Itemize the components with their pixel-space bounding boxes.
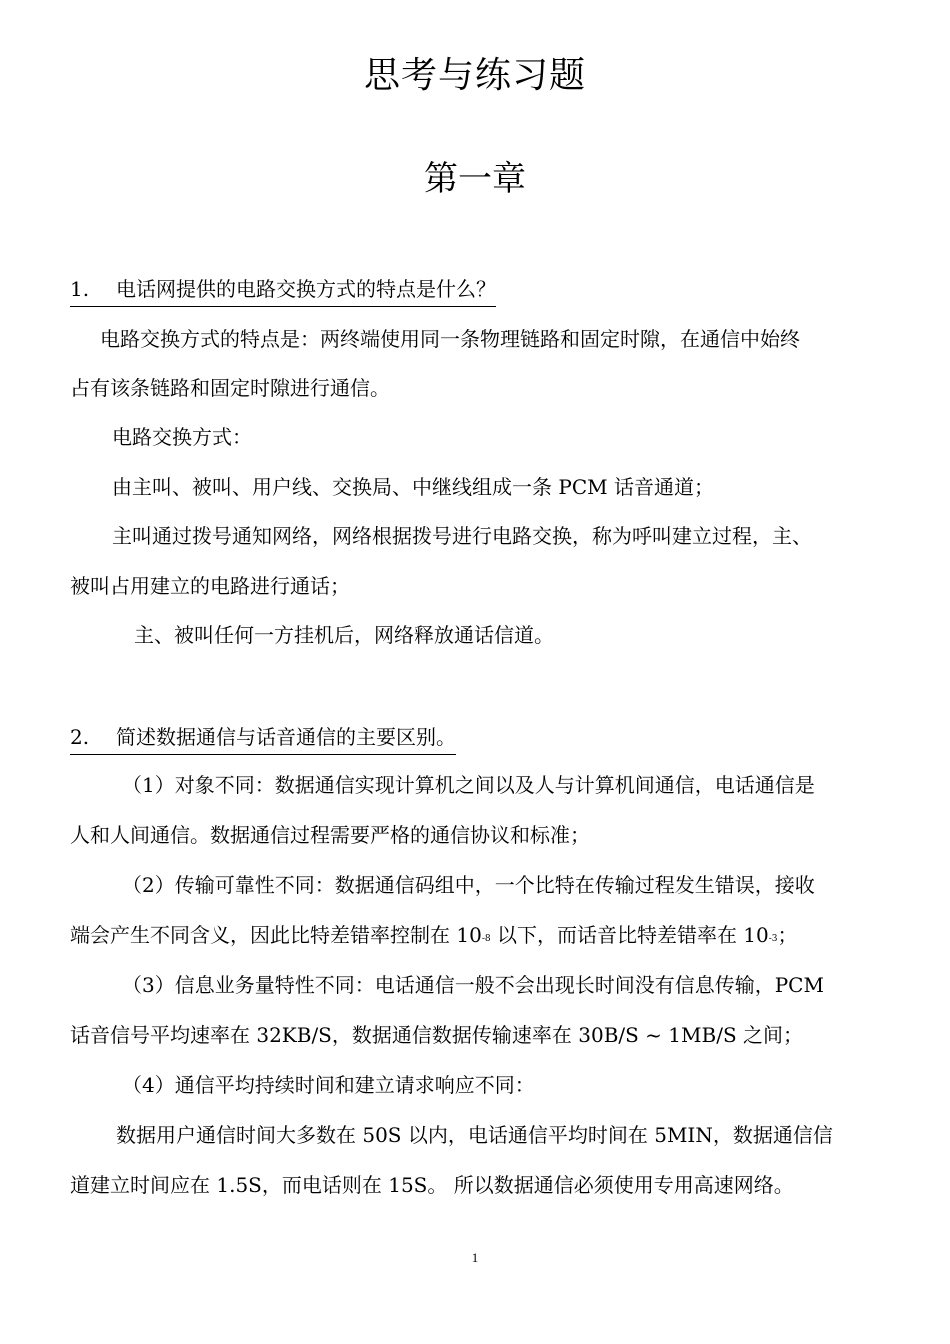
answer-2-para-5-line-1: 数据用户通信时间大多数在 50S 以内，电话通信平均时间在 5MIN，数据通信信 — [116, 1123, 833, 1147]
answer-2-para-5-line-2: 道建立时间应在 1.5S，而电话则在 15S。 所以数据通信必须使用专用高速网络。 — [70, 1173, 794, 1197]
question-1-text: 电话网提供的电路交换方式的特点是什么？ — [116, 277, 496, 301]
answer-1-line-1: 电路交换方式的特点是：两终端使用同一条物理链路和固定时隙，在通信中始终 — [100, 327, 800, 351]
answer-2-item-2-text-c: ； — [777, 923, 798, 947]
page-number: 1 — [471, 1250, 479, 1265]
answer-2-item-3-line-2: 话音信号平均速率在 32KB/S，数据通信数据传输速率在 30B/S ~ 1MB/S 之间； — [70, 1023, 803, 1047]
answer-1-para-3: 由主叫、被叫、用户线、交换局、中继线组成一条 PCM 话音通道； — [112, 475, 714, 499]
answer-1-line-2: 占有该条链路和固定时隙进行通信。 — [70, 376, 390, 400]
answer-2-item-2-text-a: 端会产生不同含义，因此比特差错率控制在 10 — [70, 923, 482, 947]
exponent-minus-3: -3 — [768, 934, 778, 944]
chapter-heading: 第一章 — [424, 159, 526, 199]
question-1-number: 1. — [70, 277, 90, 301]
answer-1-para-4-line-2: 被叫占用建立的电路进行通话； — [70, 574, 350, 598]
answer-2-item-4: （4）通信平均持续时间和建立请求响应不同： — [122, 1073, 535, 1097]
answer-2-item-2-line-2 — [70, 910, 882, 965]
answer-1-para-2: 电路交换方式： — [112, 425, 252, 449]
answer-2-item-2-text-b: 以下，而话音比特差错率在 10 — [490, 923, 769, 947]
question-1 — [70, 274, 496, 307]
answer-1-para-4-line-1: 主叫通过拨号通知网络，网络根据拨号进行电路交换，称为呼叫建立过程，主、 — [112, 524, 812, 548]
exponent-minus-8: -8 — [481, 934, 491, 944]
answer-2-item-1-line-1: （1）对象不同：数据通信实现计算机之间以及人与计算机间通信，电话通信是 — [122, 773, 815, 797]
question-2 — [70, 722, 456, 755]
question-2-text: 简述数据通信与话音通信的主要区别。 — [116, 725, 456, 749]
answer-1-para-5: 主、被叫任何一方挂机后，网络释放通话信道。 — [134, 623, 554, 647]
document-title: 思考与练习题 — [363, 55, 586, 96]
answer-2-item-2-line-1: （2）传输可靠性不同：数据通信码组中，一个比特在传输过程发生错误，接收 — [122, 873, 815, 897]
question-2-number: 2. — [70, 725, 90, 749]
answer-2-item-1-line-2: 人和人间通信。数据通信过程需要严格的通信协议和标准； — [70, 823, 590, 847]
answer-2-item-3-line-1: （3）信息业务量特性不同：电话通信一般不会出现长时间没有信息传输，PCM — [122, 973, 824, 997]
